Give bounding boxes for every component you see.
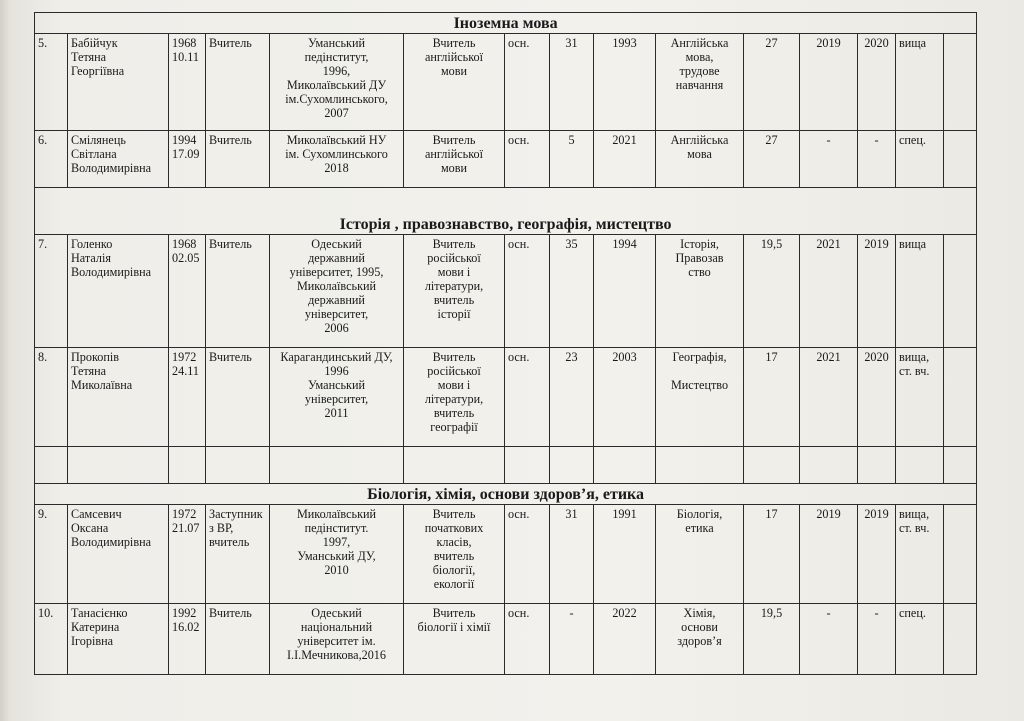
working-since: 2022 <box>594 604 656 675</box>
empty-cell <box>944 604 977 675</box>
birth-date: 1972 24.11 <box>169 348 206 447</box>
empty-cell <box>944 505 977 604</box>
attestation-year: 2021 <box>800 235 858 348</box>
experience: 23 <box>550 348 594 447</box>
course-year: 2019 <box>858 505 896 604</box>
teacher-name: Прокопів Тетяна Миколаївна <box>68 348 169 447</box>
teacher-name: Танасієнко Катерина Ігорівна <box>68 604 169 675</box>
teacher-name: Бабійчук Тетяна Георгіївна <box>68 34 169 131</box>
course-year: 2020 <box>858 348 896 447</box>
attestation-year: 2021 <box>800 348 858 447</box>
education: Миколаївський НУ ім. Сухомлинського 2018 <box>270 131 404 188</box>
attestation-year: - <box>800 604 858 675</box>
qualification: Вчитель біології і хімії <box>404 604 505 675</box>
subject: Англійська мова, трудове навчання <box>656 34 744 131</box>
birth-date: 1968 02.05 <box>169 235 206 348</box>
subject: Біологія, етика <box>656 505 744 604</box>
working-since: 2003 <box>594 348 656 447</box>
table-row <box>35 348 977 447</box>
hours: 27 <box>744 131 800 188</box>
qualification: Вчитель російської мови і літератури, вчитель географії <box>404 348 505 447</box>
attestation-year: 2019 <box>800 34 858 131</box>
section-header <box>35 188 977 235</box>
category: вища, ст. вч. <box>896 505 944 604</box>
row-number: 7. <box>35 235 68 348</box>
section-title: Історія , правознавство, географія, мистецтво <box>35 188 977 235</box>
employment-status: осн. <box>505 131 550 188</box>
hours: 17 <box>744 348 800 447</box>
row-number: 5. <box>35 34 68 131</box>
hours: 19,5 <box>744 235 800 348</box>
experience: 31 <box>550 34 594 131</box>
row-number: 10. <box>35 604 68 675</box>
education: Одеський державний університет, 1995, Миколаївський державний університет, 2006 <box>270 235 404 348</box>
teacher-name: Голенко Наталія Володимирівна <box>68 235 169 348</box>
table-row <box>35 34 977 131</box>
category: вища <box>896 235 944 348</box>
table-row <box>35 604 977 675</box>
table-row <box>35 131 977 188</box>
experience: - <box>550 604 594 675</box>
working-since: 1994 <box>594 235 656 348</box>
qualification: Вчитель російської мови і літератури, вчитель історії <box>404 235 505 348</box>
employment-status: осн. <box>505 348 550 447</box>
subject: Історія, Правозав ство <box>656 235 744 348</box>
category: вища <box>896 34 944 131</box>
course-year: - <box>858 131 896 188</box>
row-number: 6. <box>35 131 68 188</box>
hours: 19,5 <box>744 604 800 675</box>
employment-status: осн. <box>505 34 550 131</box>
empty-cell <box>944 235 977 348</box>
position: Вчитель <box>206 348 270 447</box>
position: Заступник з ВР, вчитель <box>206 505 270 604</box>
birth-date: 1992 16.02 <box>169 604 206 675</box>
education: Одеський національний університет ім. І.І.Мечникова,2016 <box>270 604 404 675</box>
teacher-name: Самсевич Оксана Володимирівна <box>68 505 169 604</box>
experience: 5 <box>550 131 594 188</box>
subject: Англійська мова <box>656 131 744 188</box>
blank-row <box>35 447 977 484</box>
qualification: Вчитель англійської мови <box>404 131 505 188</box>
qualification: Вчитель англійської мови <box>404 34 505 131</box>
empty-cell <box>944 34 977 131</box>
employment-status: осн. <box>505 505 550 604</box>
attestation-year: 2019 <box>800 505 858 604</box>
section-title: Іноземна мова <box>35 13 977 34</box>
staff-table <box>34 12 977 675</box>
category: спец. <box>896 604 944 675</box>
table-row <box>35 235 977 348</box>
birth-date: 1968 10.11 <box>169 34 206 131</box>
education: Миколаївський педінститут. 1997, Уманський ДУ, 2010 <box>270 505 404 604</box>
row-number: 8. <box>35 348 68 447</box>
experience: 35 <box>550 235 594 348</box>
course-year: - <box>858 604 896 675</box>
birth-date: 1972 21.07 <box>169 505 206 604</box>
row-number: 9. <box>35 505 68 604</box>
empty-cell <box>944 131 977 188</box>
position: Вчитель <box>206 604 270 675</box>
education: Карагандинський ДУ, 1996 Уманський університет, 2011 <box>270 348 404 447</box>
empty-cell <box>944 348 977 447</box>
course-year: 2020 <box>858 34 896 131</box>
working-since: 1993 <box>594 34 656 131</box>
hours: 27 <box>744 34 800 131</box>
table-row <box>35 505 977 604</box>
working-since: 2021 <box>594 131 656 188</box>
experience: 31 <box>550 505 594 604</box>
hours: 17 <box>744 505 800 604</box>
subject: Хімія, основи здоров’я <box>656 604 744 675</box>
teacher-name: Смілянець Світлана Володимирівна <box>68 131 169 188</box>
category: спец. <box>896 131 944 188</box>
position: Вчитель <box>206 131 270 188</box>
education: Уманський педінститут, 1996, Миколаївський ДУ ім.Сухомлинського, 2007 <box>270 34 404 131</box>
section-header <box>35 13 977 34</box>
position: Вчитель <box>206 235 270 348</box>
section-header <box>35 484 977 505</box>
position: Вчитель <box>206 34 270 131</box>
qualification: Вчитель початкових класів, вчитель біології, екології <box>404 505 505 604</box>
employment-status: осн. <box>505 235 550 348</box>
birth-date: 1994 17.09 <box>169 131 206 188</box>
section-title: Біологія, хімія, основи здоров’я, етика <box>35 484 977 505</box>
category: вища, ст. вч. <box>896 348 944 447</box>
subject: Географія, Мистецтво <box>656 348 744 447</box>
working-since: 1991 <box>594 505 656 604</box>
course-year: 2019 <box>858 235 896 348</box>
employment-status: осн. <box>505 604 550 675</box>
attestation-year: - <box>800 131 858 188</box>
